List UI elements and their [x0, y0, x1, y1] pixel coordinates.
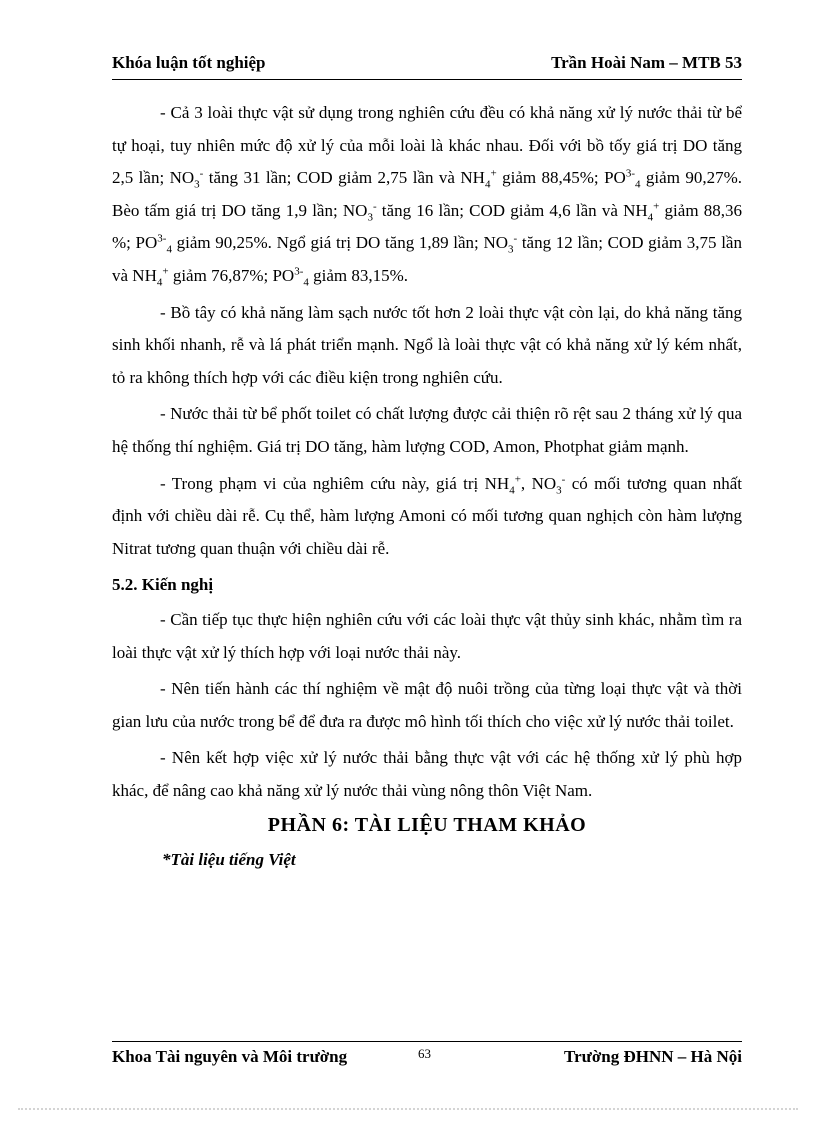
recommendation-paragraph-2: - Nên tiến hành các thí nghiệm về mật độ nuôi trồng của từng loại thực vật và thời gian lưu của nước trong bể để đưa ra được mô hình tối thích cho việc xử lý nước thải toilet.: [112, 679, 742, 731]
recommendation-paragraph-3: - Nên kết hợp việc xử lý nước thải bằng thực vật với các hệ thống xử lý phù hợp khác, để nâng cao khả năng xử lý nước thải vùng nông thôn Việt Nam.: [112, 748, 742, 800]
page-body: [112, 97, 742, 877]
footer-rule: [112, 1041, 742, 1042]
conclusion-paragraph-4: - Trong phạm vi của nghiêm cứu này, giá trị $NH_4^+$, $NO_3^-$ có mối tương quan nhất định với chiều dài rễ. Cụ thể, hàm lượng Amoni có mối tương quan nghịch còn hàm lượng Nitrat tương quan thuận với chiều dài rễ.: [112, 472, 742, 558]
footer-university: Trường ĐHNN – Hà Nội: [564, 1047, 742, 1066]
conclusion-paragraph-3: - Nước thải từ bể phốt toilet có chất lượng được cải thiện rõ rệt sau 2 tháng xử lý qua hệ thống thí nghiệm. Giá trị DO tăng, hàm lượng COD, Amon, Photphat giảm mạnh.: [112, 404, 742, 456]
page-header: [112, 53, 742, 77]
header-author: Trần Hoài Nam – MTB 53: [551, 53, 742, 72]
conclusion-paragraph-1: - Cả 3 loài thực vật sử dụng trong nghiên cứu đều có khả năng xử lý nước thải từ bể tự hoại, tuy nhiên mức độ xử lý của mỗi loài là khác nhau. Đối với bồ tốy giá trị DO tăng 2,5 lần; $NO_3^-$ tăng 31 lần; COD giảm 2,75 lần và $NH_4^+$ giảm 88,45%; $PO^{3-}_4$ giảm 90,27%. Bèo tấm giá trị DO tăng 1,9 lần; $NO_3^-$ tăng 16 lần; COD giảm 4,6 lần và $NH_4^+$ giảm 88,36 %; $PO^{3-}_4$ giảm 90,25%. Ngổ giá trị DO tăng 1,89 lần; $NO_3^-$ tăng 12 lần; COD giảm 3,75 lần và $NH_4^+$ giảm 76,87%; $PO^{3-}_4$ giảm 83,15%.: [112, 103, 743, 289]
recommendation-paragraph-1: - Cần tiếp tục thực hiện nghiên cứu với các loài thực vật thủy sinh khác, nhằm tìm ra loài thực vật xử lý thích hợp với loại nước thải này.: [112, 609, 742, 662]
conclusion-paragraph-2: - Bồ tây có khả năng làm sạch nước tốt hơn 2 loài thực vật còn lại, do khả năng tăng sinh khối nhanh, rễ và lá phát triển mạnh. Ngổ là loài thực vật có khả năng xử lý kém nhất, tỏ ra không thích hợp với các điều kiện trong nghiên cứu.: [112, 302, 742, 387]
part-title-references: PHẦN 6: TÀI LIỆU THAM KHẢO: [267, 814, 587, 837]
header-rule: [112, 79, 742, 80]
section-heading-recommendations: 5.2. Kiến nghị: [112, 575, 214, 595]
page-number: 63: [418, 1046, 431, 1061]
references-subtitle: *Tài liệu tiếng Việt: [162, 850, 296, 870]
header-thesis-label: Khóa luận tốt nghiệp: [112, 53, 266, 72]
page-bottom-dotted-border: [18, 1108, 798, 1110]
footer-faculty: Khoa Tài nguyên và Môi trường: [112, 1047, 348, 1066]
